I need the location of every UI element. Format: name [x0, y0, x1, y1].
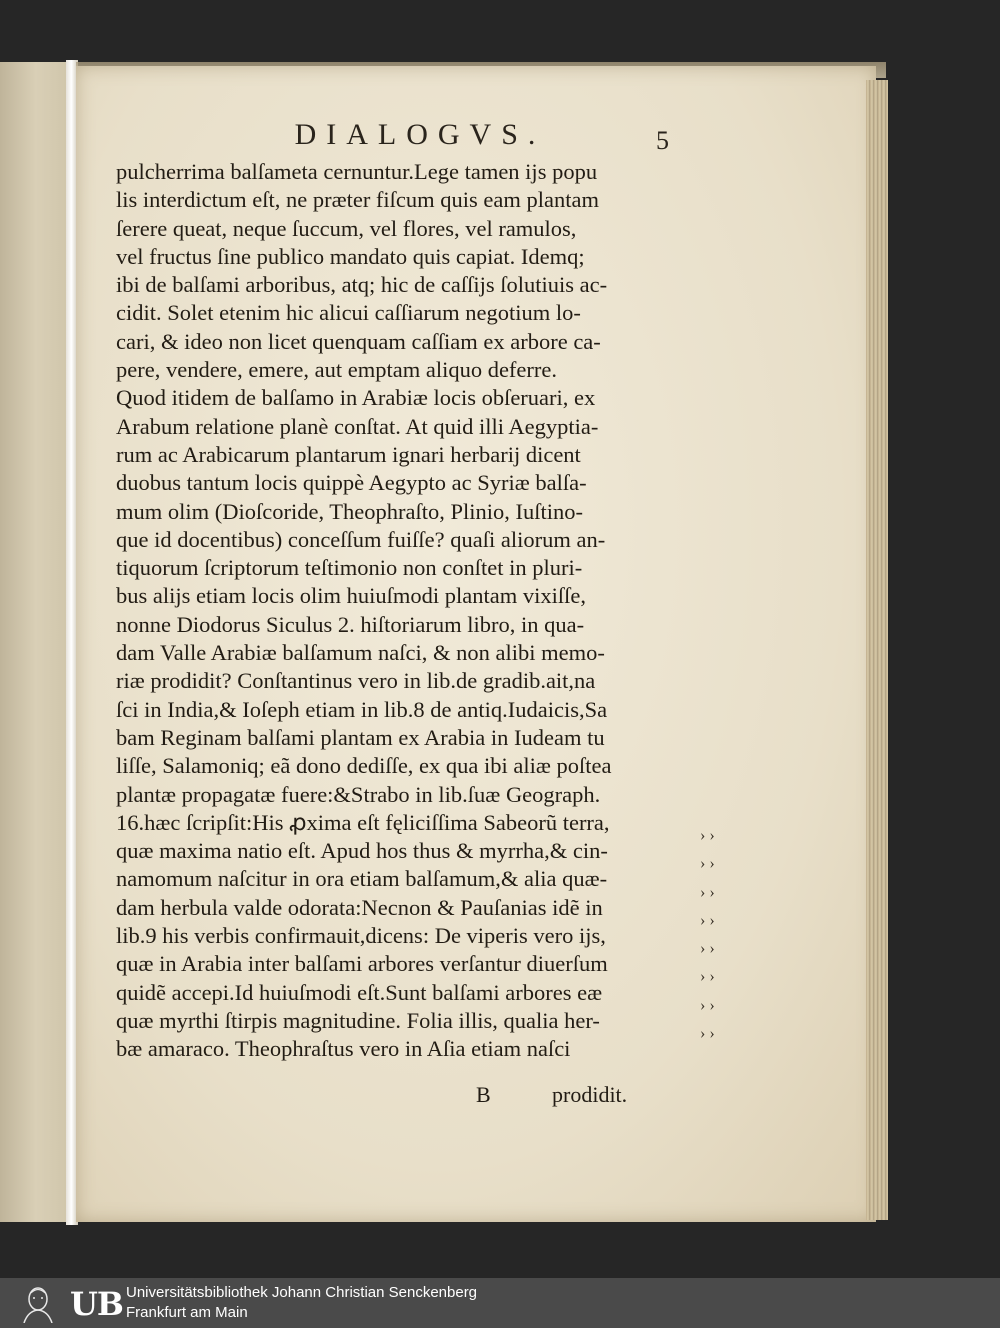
text-line: ibi de balſami arboribus, atq; hic de caſſijs ſolutiuis ac- [116, 272, 608, 298]
text-line: 16.hæc ſcripſit:His ꝓxima eſt fęliciſſima Sabeorũ terra, [116, 809, 610, 835]
signature-mark: B [476, 1082, 491, 1107]
text-line: bam Reginam balſami plantam ex Arabia in Iudeam tu [116, 724, 605, 750]
library-footer [0, 1278, 1000, 1328]
catchword: prodidit. [552, 1082, 628, 1107]
text-line: duobus tantum locis quippè Aegypto ac Syriæ balſa- [116, 470, 587, 496]
text-line: quæ myrthi ſtirpis magnitudine. Folia illis, qualia her- [116, 1007, 600, 1033]
text-line: riæ prodidit? Conſtantinus vero in lib.de gradib.ait,na [116, 668, 596, 694]
text-line: pere, vendere, emere, aut emptam aliquo deferre. [116, 357, 558, 383]
page-text [116, 158, 716, 1064]
text-line: namomum naſcitur in ora etiam balſamum,& alia quæ- [116, 866, 608, 892]
ub-logo[interactable] [14, 1283, 123, 1323]
page-fore-edge [866, 80, 888, 1220]
marginal-quote-marks [700, 822, 740, 1048]
text-line: quidẽ accepi.Id huiuſmodi eſt.Sunt balſami arbores eæ [116, 979, 603, 1005]
library-city: Frankfurt am Main [126, 1304, 248, 1321]
library-name[interactable]: Universitätsbibliothek Johann Christian Senckenberg [126, 1284, 478, 1301]
quote-mark: › › [700, 996, 715, 1014]
quote-mark: › › [700, 883, 715, 901]
quote-mark: › › [700, 1025, 715, 1043]
page-number: 5 [656, 126, 669, 155]
text-line: bus alijs etiam locis olim huiuſmodi plantam vixiſſe, [116, 583, 586, 609]
text-line: pulcherrima balſameta cernuntur.Lege tamen ijs popu [116, 159, 598, 184]
text-line: cidit. Solet etenim hic alicui caſſiarum negotium lo- [116, 300, 581, 326]
text-line: Arabum relatione planè conſtat. At quid illi Aegyptia- [116, 413, 599, 439]
text-line: quæ maxima natio eſt. Apud hos thus & myrrha,& cin- [116, 838, 608, 864]
text-line: nonne Diodorus Siculus 2. hiſtoriarum libro, in qua- [116, 611, 585, 637]
text-line: lib.9 his verbis confirmauit,dicens: De viperis vero ijs, [116, 923, 606, 949]
text-line: rum ac Arabicarum plantarum ignari herbarij dicent [116, 441, 581, 467]
quote-mark: › › [700, 968, 715, 986]
quote-mark: › › [700, 855, 715, 873]
text-line: que id docentibus) conceſſum fuiſſe? quaſi aliorum an- [116, 526, 606, 552]
portrait-icon [14, 1283, 62, 1323]
logo-text: UB [70, 1285, 123, 1323]
text-line: bæ amaraco. Theophraſtus vero in Aſia etiam naſci [116, 1036, 571, 1062]
text-line: lis interdictum eſt, ne præter fiſcum quis eam plantam [116, 187, 600, 213]
text-line: tiquorum ſcriptorum teſtimonio non conſtet in pluri- [116, 555, 583, 581]
text-line: cari, & ideo non licet quenquam caſſiam ex arbore ca- [116, 328, 601, 354]
text-line: dam herbula valde odorata:Necnon & Pauſanias idẽ in [116, 894, 603, 920]
text-line: liſſe, Salamoniq; eã dono dediſſe, ex qua ibi aliæ poſtea [116, 753, 612, 779]
text-line: dam Valle Arabiæ balſamum naſci, & non alibi memo- [116, 640, 605, 666]
running-head: DIALOGVS. [294, 118, 546, 151]
text-line: Quod itidem de balſamo in Arabiæ locis obſeruari, ex [116, 385, 596, 411]
quote-mark: › › [700, 940, 715, 958]
text-line: vel fructus ſine publico mandato quis capiat. Idemq; [116, 243, 585, 269]
previous-page-edge [0, 62, 72, 1222]
text-line: ſci in India,& Ioſeph etiam in lib.8 de antiq.Iudaicis,Sa [116, 696, 608, 722]
text-line: quæ in Arabia inter balſami arbores verſantur diuerſum [116, 951, 608, 977]
text-line: plantæ propagatæ fuere:&Strabo in lib.ſuæ Geograph. [116, 781, 601, 807]
text-line: ſerere queat, neque ſuccum, vel flores, vel ramulos, [116, 215, 577, 241]
text-line: mum olim (Dioſcoride, Theophraſto, Plinio, Iuſtino- [116, 498, 584, 524]
quote-mark: › › [700, 911, 715, 929]
quote-mark: › › [700, 827, 715, 844]
